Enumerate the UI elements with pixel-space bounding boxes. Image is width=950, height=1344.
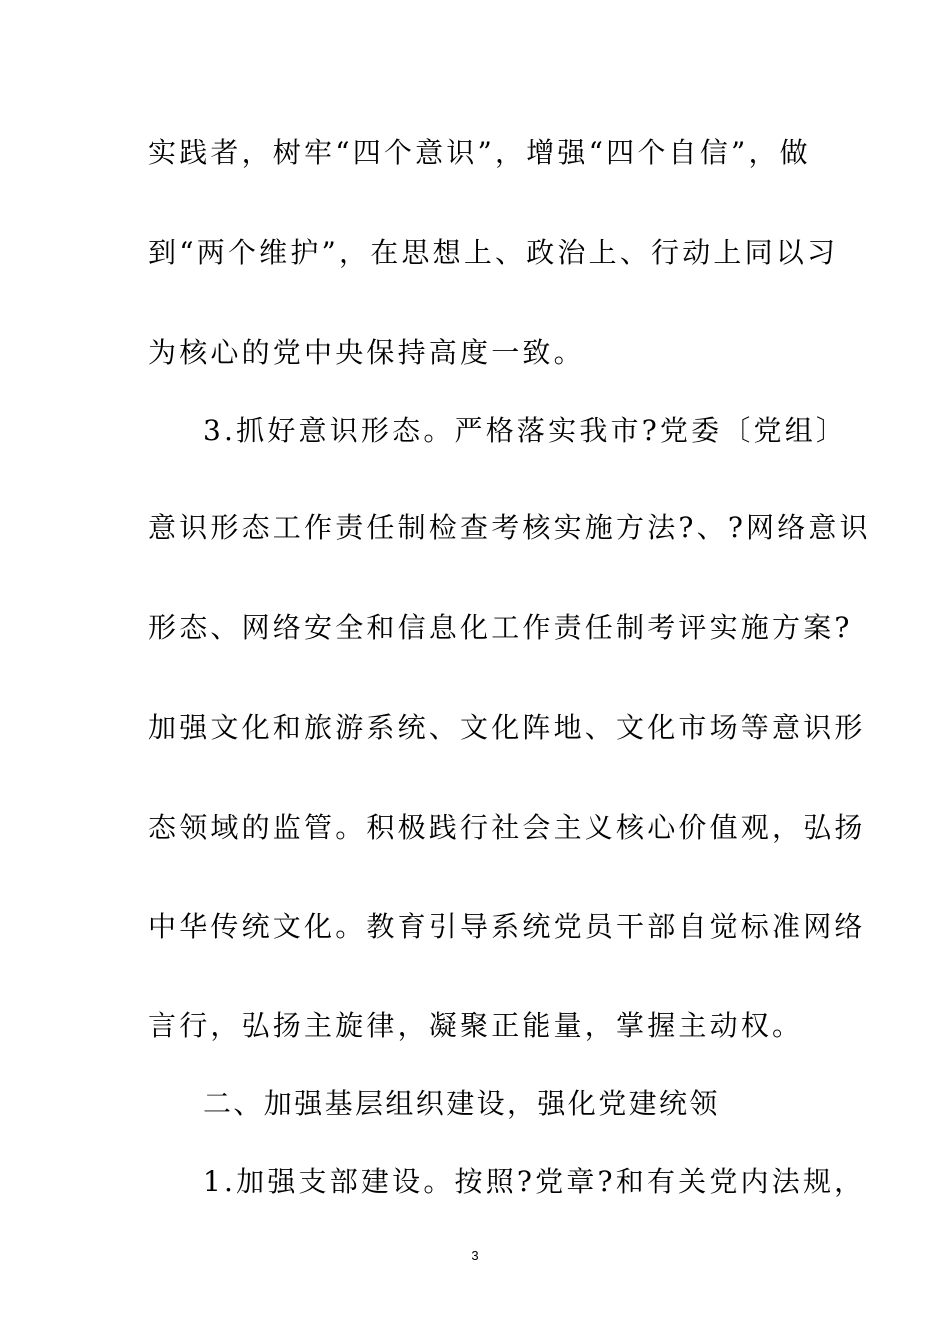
numbered-item-line: 1.加强支部建设。按照?党章?和有关党内法规，: [203, 1165, 866, 1198]
body-text-line: 为核心的党中央保持高度一致。: [148, 336, 585, 369]
body-text-line: 言行，弘扬主旋律，凝聚正能量，掌握主动权。: [148, 1009, 804, 1042]
section-heading: 二、加强基层组织建设，强化党建统领: [203, 1087, 720, 1120]
body-text-line: 中华传统文化。教育引导系统党员干部自觉标准网络: [148, 910, 866, 943]
body-text-line: 实践者，树牢“四个意识”，增强“四个自信”，做: [148, 136, 811, 169]
body-text-line: 意识形态工作责任制检查考核实施方法?、?网络意识: [148, 511, 871, 544]
numbered-item-line: 3.抓好意识形态。严格落实我市?党委〔党组〕: [203, 414, 848, 447]
body-text-line: 加强文化和旅游系统、文化阵地、文化市场等意识形: [148, 711, 866, 744]
body-text-line: 形态、网络安全和信息化工作责任制考评实施方案?: [148, 611, 853, 644]
body-text-line: 到“两个维护”，在思想上、政治上、行动上同以习: [148, 236, 839, 269]
page-number: 3: [471, 1248, 479, 1263]
body-text-line: 态领域的监管。积极践行社会主义核心价值观，弘扬: [148, 811, 866, 844]
